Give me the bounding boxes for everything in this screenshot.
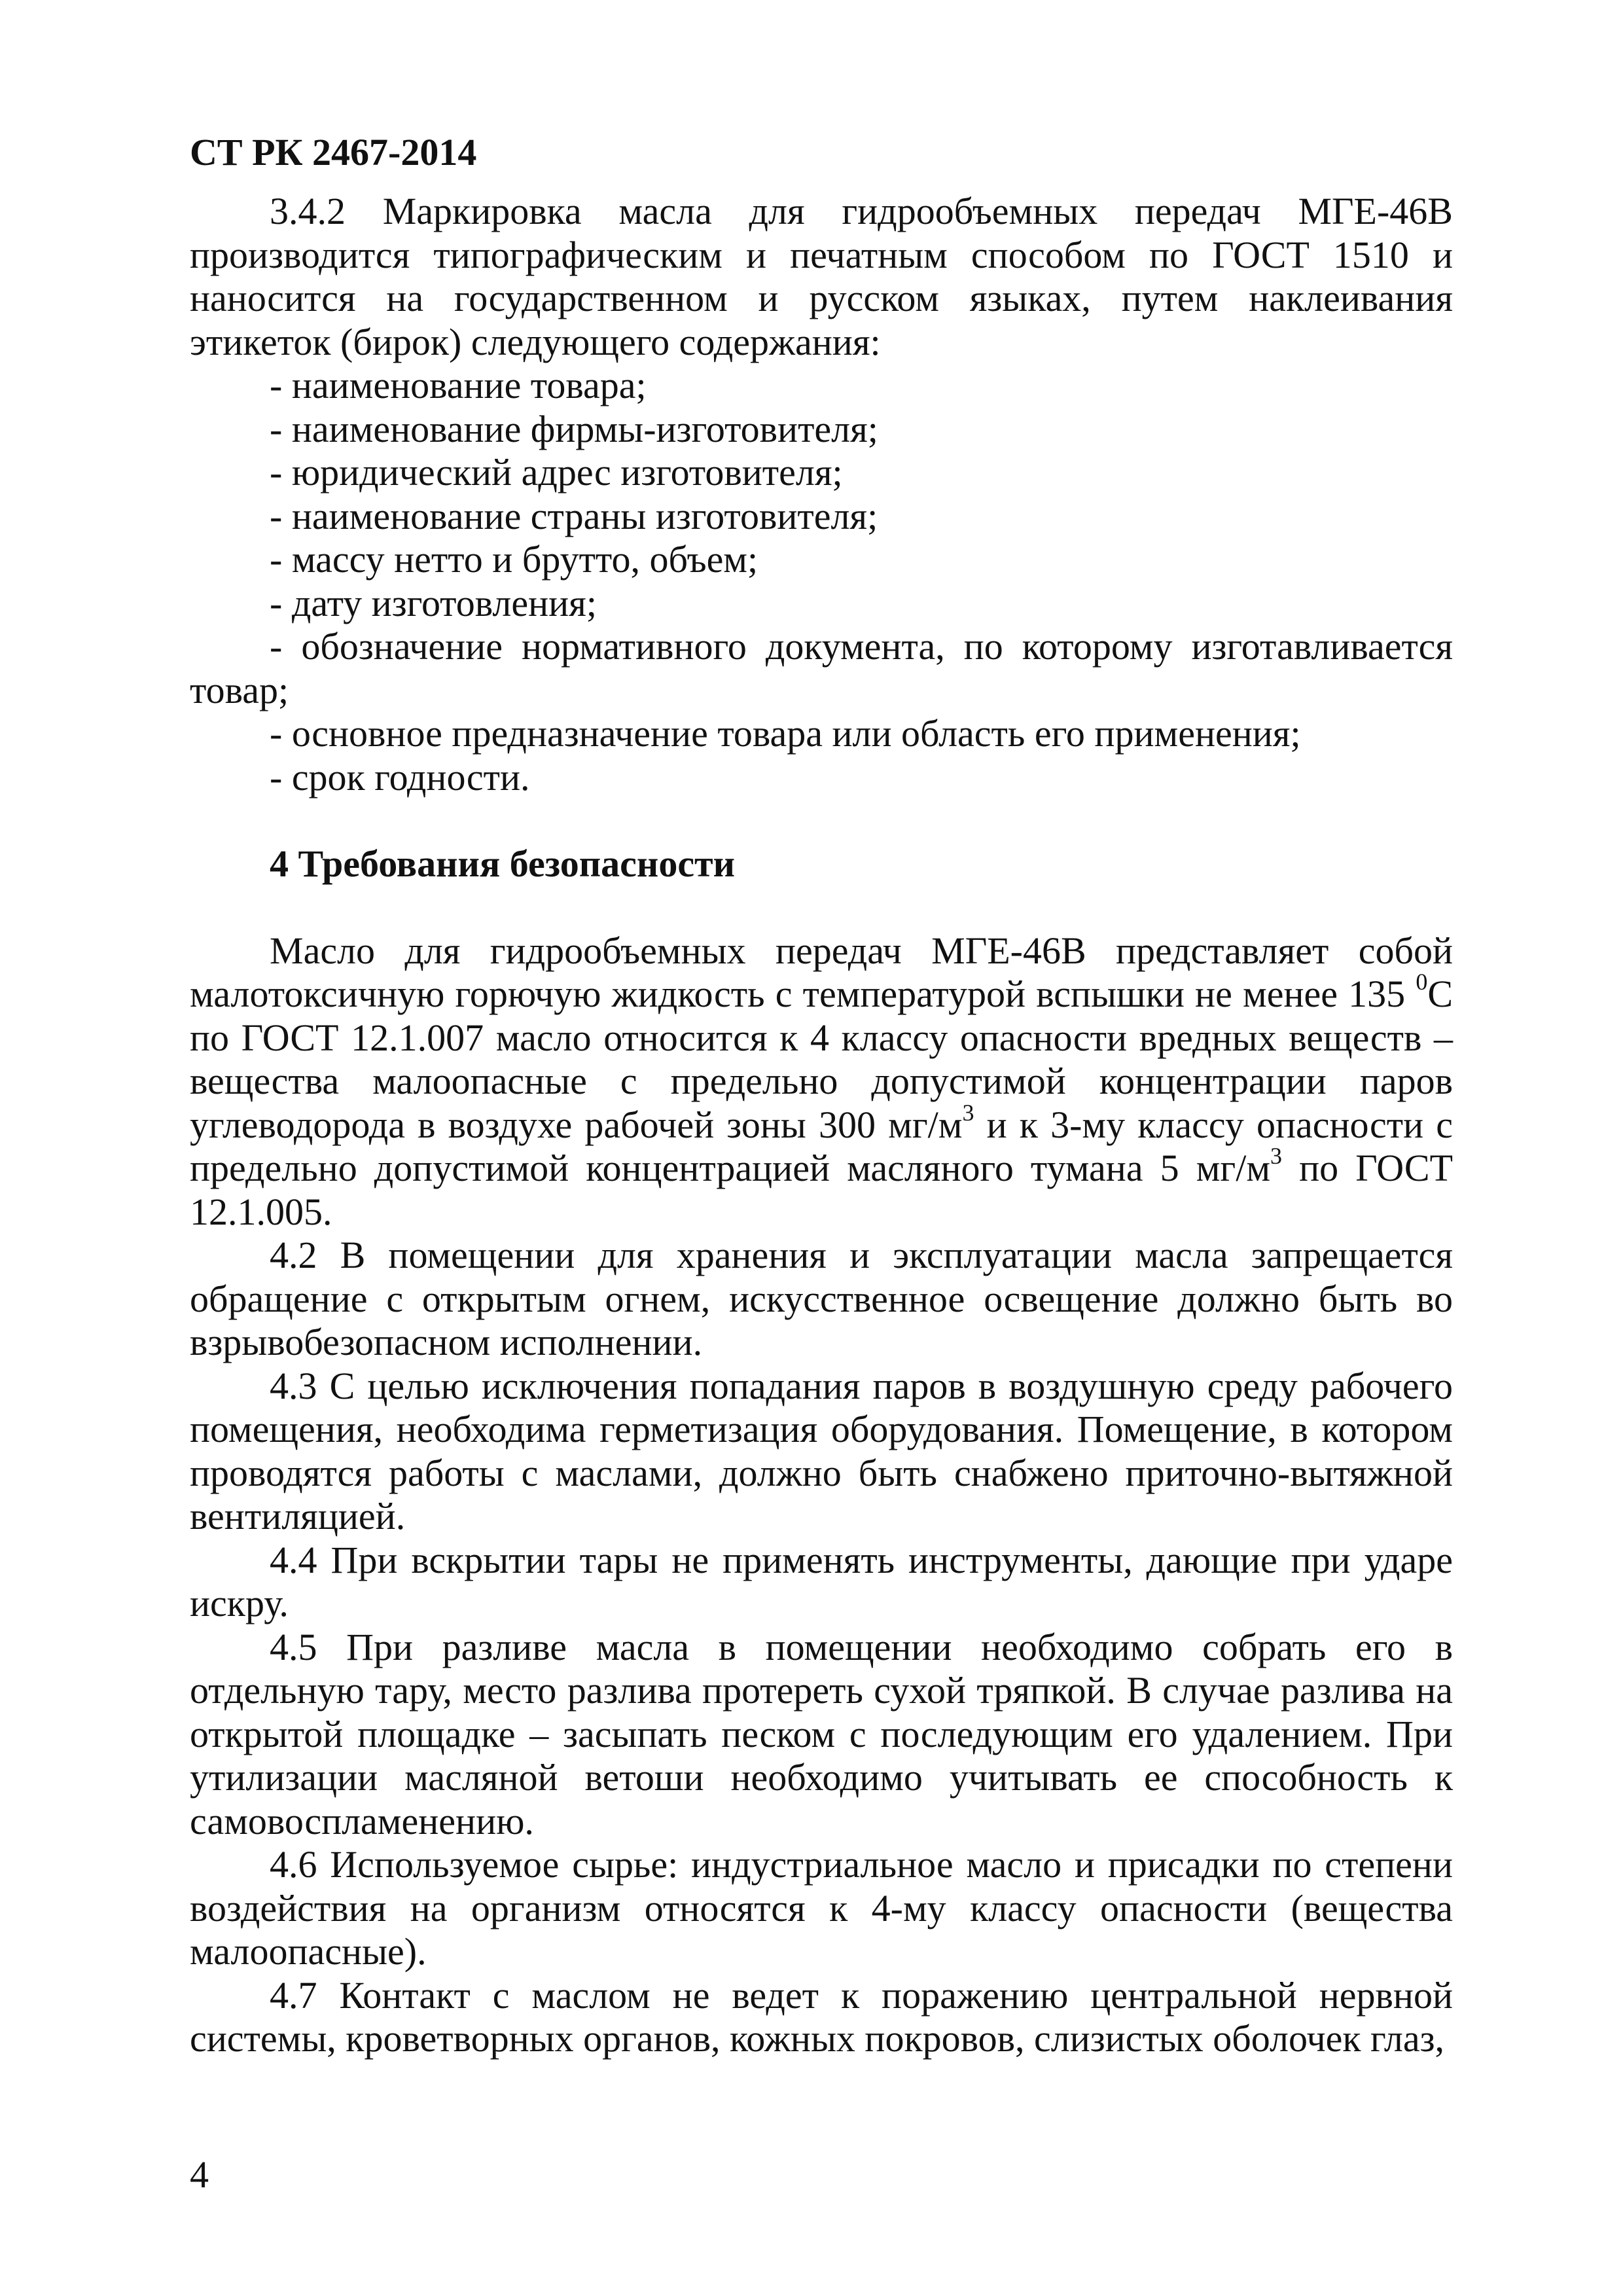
section-4-2-paragraph: 4.2 В помещении для хранения и эксплуатации масла запрещается обращение с открытым огнем, искусственное освещение должно быть во взрывобезопасном исполнении. (190, 1234, 1453, 1363)
document-body (190, 190, 1453, 2061)
paragraph-text: по ГОСТ 12.1.005. (190, 1147, 1453, 1233)
list-item: - наименование фирмы-изготовителя; (270, 407, 878, 450)
section-4-4-paragraph: 4.4 При вскрытии тары не применять инструменты, дающие при ударе искру. (190, 1538, 1453, 1624)
list-item: - юридический адрес изготовителя; (270, 451, 843, 493)
section-4-6-paragraph: 4.6 Используемое сырье: индустриальное масло и присадки по степени воздействия на организм относятся к 4-му классу опасности (вещества малоопасные). (190, 1843, 1453, 1973)
paragraph-text: Масло для гидрообъемных передач МГЕ-46В представляет собой малотоксичную горючую жидкость с температурой вспышки не менее 135 (190, 929, 1453, 1015)
list-item: - основное предназначение товара или область его применения; (270, 712, 1301, 755)
degree-superscript: 0 (1416, 969, 1428, 995)
section-4-3-paragraph: 4.3 С целью исключения попадания паров в воздушную среду рабочего помещения, необходима герметизация оборудования. Помещение, в котором проводятся работы с маслами, должно быть снабжено приточно-вытяжной вентиляцией. (190, 1364, 1453, 1537)
paragraph-text: С по ГОСТ 12.1.007 масло относится к 4 классу опасности вредных веществ – вещества малоопасные с предельно допустимой концентрации паров углеводорода в воздухе рабочей зоны 300 мг/м (190, 973, 1453, 1146)
paragraph-text: и к 3-му классу опасности с предельно допустимой концентрацией масляного тумана 5 мг/м (190, 1103, 1453, 1189)
section-4-7-paragraph: 4.7 Контакт с маслом не ведет к поражению центральной нервной системы, кроветворных органов, кожных покровов, слизистых оболочек глаз, (190, 1973, 1453, 2060)
section-3-4-2-intro: 3.4.2 Маркировка масла для гидрообъемных передач МГЕ-46В производится типографическим и печатным способом по ГОСТ 1510 и наносится на государственном и русском языках, путем наклеивания этикеток (бирок) следующего содержания: (190, 190, 1453, 363)
list-item: - наименование страны изготовителя; (270, 494, 878, 537)
page-number: 4 (190, 2153, 209, 2196)
section-4-heading: 4 Требования безопасности (270, 842, 735, 885)
document-code-header: СТ РК 2467-2014 (190, 131, 477, 173)
list-item: - дату изготовления; (270, 581, 597, 624)
section-4-paragraph-1 (190, 929, 1453, 1234)
section-4-5-paragraph: 4.5 При разливе масла в помещении необходимо собрать его в отдельную тару, место разлива протереть сухой тряпкой. В случае разлива на открытой площадке – засыпать песком с последующим его удалением. При утилизации масляной ветоши необходимо учитывать ее способность к самовоспламенению. (190, 1625, 1453, 1842)
list-item: - наименование товара; (270, 364, 647, 406)
cubic-superscript: 3 (962, 1099, 974, 1126)
cubic-superscript: 3 (1270, 1143, 1283, 1169)
list-item: - срок годности. (270, 755, 530, 798)
list-item: - массу нетто и брутто, объем; (270, 538, 758, 581)
list-item: - обозначение нормативного документа, по которому изготавливается товар; (190, 625, 1453, 711)
